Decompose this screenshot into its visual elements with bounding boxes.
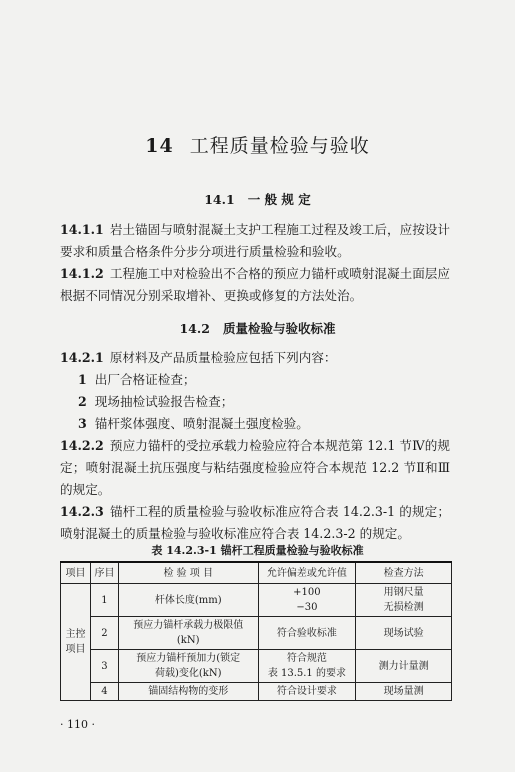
clause-14-1-1 (60, 219, 450, 263)
section-heading-14-2 (0, 319, 515, 337)
list-item-text: 现场抽检试验报告检查； (94, 394, 234, 409)
clause-text: 原材料及产品质量检验应包括下列内容： (109, 350, 337, 365)
group-label-cell (61, 584, 91, 701)
list-item (78, 391, 233, 413)
clause-14-2-2 (60, 435, 450, 501)
group-label: 主控项目 (65, 629, 86, 655)
clause-text: 预应力锚杆的受拉承载力检验应符合本规范第 12.1 节Ⅳ的规定；喷射混凝土抗压强度与粘结强度检验应符合本规范 12.2 节Ⅱ和Ⅲ的规定。 (60, 438, 450, 497)
list-item-text: 锚杆浆体强度、喷射混凝土强度检验。 (94, 416, 309, 431)
clause-number: 14.2.1 (60, 350, 104, 365)
clause-text: 工程施工中对检验出不合格的预应力锚杆或喷射混凝土面层应根据不同情况分别采取增补、更换或修复的方法处治。 (60, 266, 450, 303)
method: 现场量测 (356, 683, 452, 701)
method-line: 用钢尺量 (383, 587, 424, 598)
allowance: 符合验收标准 (258, 617, 356, 650)
clause-14-2-1 (60, 347, 450, 369)
method-cell (356, 584, 452, 617)
section-title: 质量检验与验收标准 (223, 321, 336, 336)
row-number: 4 (90, 683, 118, 701)
clause-number: 14.1.1 (60, 222, 104, 237)
list-item-text: 出厂合格证检查； (94, 372, 196, 387)
list-item (78, 369, 196, 391)
chapter-title (0, 131, 515, 158)
row-number: 3 (90, 650, 118, 683)
method: 现场试验 (356, 617, 452, 650)
table-row (61, 683, 452, 701)
quality-standard-table (60, 561, 452, 701)
inspection-item-line: (kN) (176, 635, 200, 646)
list-item (78, 413, 309, 435)
clause-number: 14.2.2 (60, 438, 104, 453)
clause-text: 岩土锚固与喷射混凝土支护工程施工过程及竣工后，应按设计要求和质量合格条件分步分项进行质量检验和验收。 (60, 222, 450, 259)
inspection-item-line: 预应力锚杆预加力(锁定 (136, 653, 241, 664)
section-title: 一 般 规 定 (247, 192, 311, 207)
table-row (61, 584, 452, 617)
method: 测力计量测 (356, 650, 452, 683)
header-cell: 序目 (90, 562, 118, 584)
header-cell: 允许偏差或允许值 (258, 562, 356, 584)
row-number: 1 (90, 584, 118, 617)
chapter-number: 14 (145, 135, 174, 157)
clause-number: 14.1.2 (60, 266, 104, 281)
table-header-row (61, 562, 452, 584)
method-line: 无损检测 (383, 602, 424, 613)
row-number: 2 (90, 617, 118, 650)
chapter-title-text: 工程质量检验与验收 (189, 135, 370, 157)
inspection-item-line: 预应力锚杆承载力极限值 (133, 620, 244, 631)
allowance-line: 符合规范 (286, 653, 327, 664)
inspection-item-cell (118, 650, 258, 683)
list-item-number: 2 (78, 394, 87, 409)
header-cell: 项目 (61, 562, 91, 584)
list-item-number: 1 (78, 372, 87, 387)
inspection-item-line: 荷载)变化(kN) (154, 668, 222, 679)
table-row (61, 650, 452, 683)
inspection-item: 杆体长度(mm) (118, 584, 258, 617)
section-heading-14-1 (0, 190, 515, 208)
page-number: · 110 · (60, 718, 95, 731)
header-cell: 检查方法 (356, 562, 452, 584)
section-number: 14.2 (179, 321, 210, 336)
allowance-lower: −30 (296, 602, 318, 613)
inspection-item-cell (118, 617, 258, 650)
clause-text: 锚杆工程的质量检验与验收标准应符合表 14.2.3-1 的规定；喷射混凝土的质量检验与验收标准应符合表 14.2.3-2 的规定。 (60, 504, 450, 541)
inspection-item: 锚固结构物的变形 (118, 683, 258, 701)
header-cell: 检 验 项 目 (118, 562, 258, 584)
table-row (61, 617, 452, 650)
allowance-cell (258, 650, 356, 683)
table-caption: 表 14.2.3-1 锚杆工程质量检验与验收标准 (151, 544, 364, 557)
clause-number: 14.2.3 (60, 504, 104, 519)
clause-14-1-2 (60, 263, 450, 307)
allowance-cell (258, 584, 356, 617)
section-number: 14.1 (204, 192, 235, 207)
clause-14-2-3 (60, 501, 450, 545)
allowance: 符合设计要求 (258, 683, 356, 701)
allowance-line: 表 13.5.1 的要求 (267, 668, 346, 679)
list-item-number: 3 (78, 416, 87, 431)
allowance-upper: +100 (293, 587, 321, 598)
